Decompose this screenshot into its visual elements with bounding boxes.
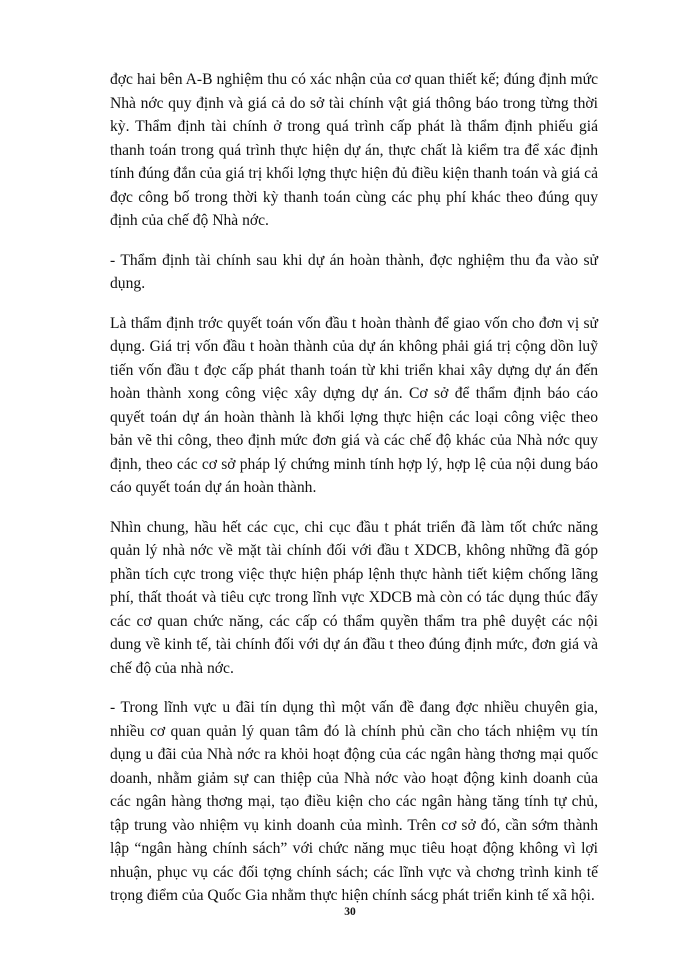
paragraph-5: - Trong lĩnh vực u đãi tín dụng thì một vấn đề đang đợc nhiều chuyên gia, nhiều cơ quan quản lý quan tâm đó là chính phủ cần cho tách nhiệm vụ tín dụng u đãi của Nhà nớc ra khỏi hoạt động của các ngân hàng thơng mại quốc doanh, nhằm giảm sự can thiệp của Nhà nớc vào hoạt động kinh doanh của các ngân hàng thơng mại, tạo điều kiện cho các ngân hàng tăng tính tự chủ, tập trung vào nhiệm vụ kinh doanh của mình. Trên cơ sở đó, cần sớm thành lập “ngân hàng chính sách” với chức năng mục tiêu hoạt động không vì lợi nhuận, phục vụ các đối tợng chính sách; các lĩnh vực và chơng trình kinh tế trọng điểm của Quốc Gia nhằm thực hiện chính sácg phát triển kinh tế xã hội. [110, 699, 598, 904]
paragraph-4: Nhìn chung, hầu hết các cục, chi cục đầu t phát triển đã làm tốt chức năng quản lý nhà nớc về mặt tài chính đối với đầu t XDCB, không những đã góp phần tích cực trong việc thực hiện pháp lệnh thực hành tiết kiệm chống lãng phí, thất thoát và tiêu cực trong lĩnh vực XDCB mà còn có tác dụng thúc đẩy các cơ quan chức năng, các cấp có thẩm quyền thẩm tra phê duyệt các nội dung về kinh tế, tài chính đối với dự án đầu t theo đúng định mức, đơn giá và chế độ của nhà nớc. [110, 518, 598, 677]
paragraph-3: Là thẩm định trớc quyết toán vốn đầu t hoàn thành để giao vốn cho đơn vị sử dụng. Giá trị vốn đầu t hoàn thành của dự án không phải giá trị cộng dồn luỹ tiến vốn đầu t đợc cấp phát thanh toán từ khi triển khai xây dựng dự án đến hoàn thành xong công việc xây dựng dự án. Cơ sở để thẩm định báo cáo quyết toán dự án hoàn thành là khối lợng thực hiện các loại công việc theo bản vẽ thi công, theo định mức đơn giá và các chế độ khác của Nhà nớc quy định, theo các cơ sở pháp lý chứng minh tính hợp lý, hợp lệ của nội dung báo cáo quyết toán dự án hoàn thành. [110, 314, 598, 496]
paragraph-1: đợc hai bên A-B nghiệm thu có xác nhận của cơ quan thiết kế; đúng định mức Nhà nớc quy định và giá cả do sở tài chính vật giá thông báo trong từng thời kỳ. Thẩm định tài chính ở trong quá trình cấp phát là thẩm định phiếu giá thanh toán trong quá trình thực hiện dự án, thực chất là kiểm tra để xác định tính đúng đắn của giá trị khối lợng thực hiện đủ điều kiện thanh toán và giá cả đợc công bố trong thời kỳ thanh toán cùng các phụ phí khác theo đúng quy định của chế độ Nhà nớc. [110, 71, 598, 229]
page-number: 30 [344, 906, 356, 918]
document-body [110, 68, 598, 908]
paragraph-2: - Thẩm định tài chính sau khi dự án hoàn thành, đợc nghiệm thu đa vào sử dụng. [110, 251, 598, 292]
